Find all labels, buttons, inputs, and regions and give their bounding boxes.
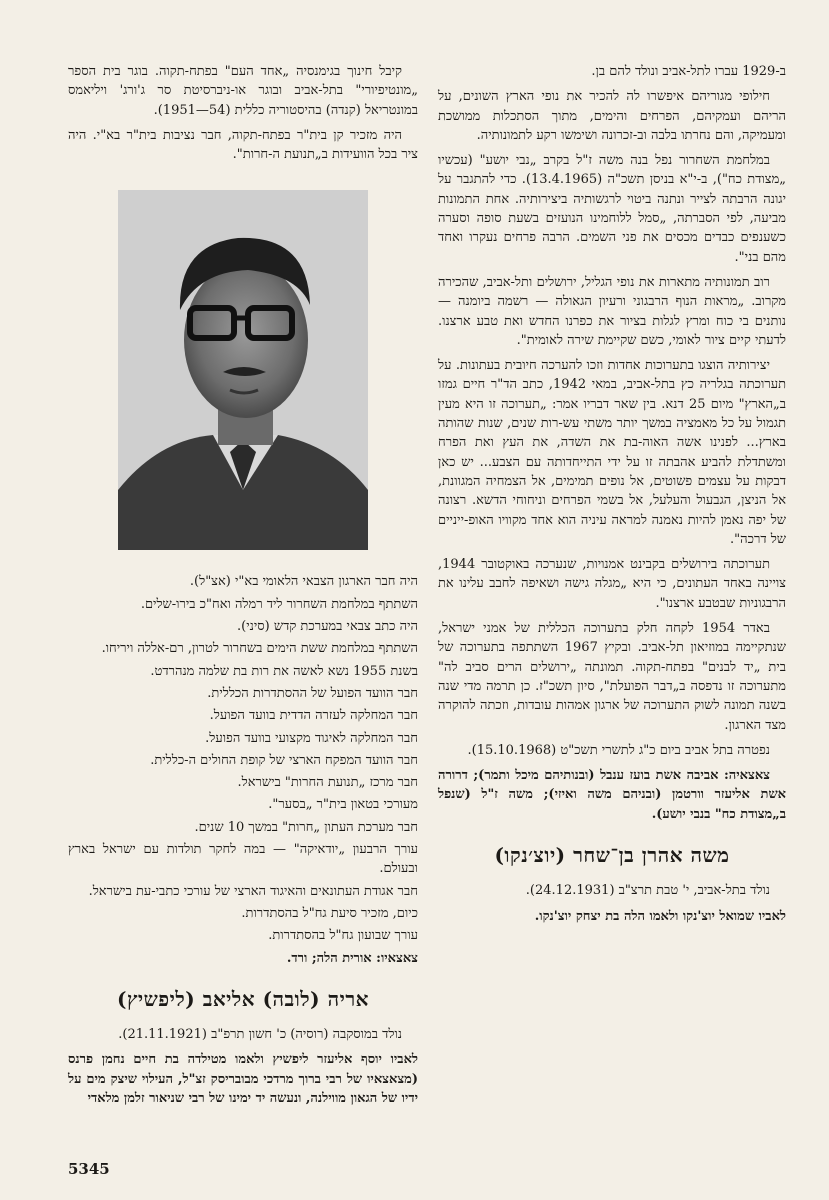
section-heading: אריה (לובה) אליאב (ליפשיץ) (117, 986, 369, 1011)
paragraph: לאביו יוסף אליעזר ליפשיץ ולאמו מטילדה בת חיים נחמן פרנס (מצאצאיו של רבי ברוך מרדכי מבובריסק זצ"ל, העילוי שיצק מים על ידיו של הגאון מווילנה, ונעשה יד ימינו של רבי שניאור זלמן מלאדי (68, 1052, 418, 1107)
section-heading: משה אהרן בן־שחר (יוצ׳נקו) (494, 842, 730, 867)
list-item: חבר המחלקה לעזרה הדדית בוועד הפועל. (209, 708, 418, 724)
paragraph: תערוכתה בירושלים בקבינט אמנויות, שנערכה באוקטובר 1944, צויינה באחד העתונים, כי היא „מגלה גישה ושאיפה לחבב עלינו את הרבגוניות שבטבע ארצנו". (438, 557, 786, 611)
descendants-paragraph: צאצאיה: אביבה אשת בועז ענבל (ובנותיהם מיכל ותמר); דרורה אשת אליעזר וורטמן (ובניהם משה ואיזי); משה ז"ל (שנפל ב„מצודת כח" בנבי יושע). (438, 768, 786, 822)
portrait-photo (118, 190, 368, 550)
list-item: מעורכי בטאון בית"ר „בסער". (268, 797, 418, 813)
paragraph: רוב תמונותיה מתארות את נופי הגליל, ירושלים ותל-אביב, שהכירה מקרוב. „מראות הנוף הרבגוני ורעיון הגאולה — רשמה ביומנה — נותנים בי כוח ומרץ לגלות בציור את כפרנו החדש ואת טבע ארצנו. לדעתי קיים ציור לאומי, כשם שקיימת שירה לאומית". (438, 274, 786, 348)
biography-list (68, 572, 418, 967)
list-item: בשנת 1955 נשא לאשה את רות בת שלמה מנהרדט. (150, 663, 418, 679)
list-item: עורך שבועון גח"ל בהסתדרות. (268, 928, 418, 944)
list-item: חבר מערכת העתון „חרות" במשך 10 שנים. (194, 819, 418, 835)
list-item: צאצאיו: אורית הלה; ורד. (286, 950, 418, 966)
paragraph: חילופי מגוריהם איפשרו לה להכיר את נופי הארץ השונים, על הריהם ועמקיהם, הפרחים והימים, מתוך הסתכלות ממושכת ומעמיקה, והם נחרתו בלבה וב-זכרונה ושימשו רקע לתמונותיה. (438, 89, 786, 143)
list-item: השתתף במלחמת השחרור ליד רמלה ואח"כ בירו-שלים. (140, 596, 418, 612)
list-item: עורך הרבעון „יודאיקה" — במה לחקר תולדות עם ישראל בארץ ובעולם. (68, 842, 418, 877)
portrait-image (118, 190, 368, 550)
list-item: כיום, מזכיר סיעת גח"ל בהסתדרות. (241, 905, 418, 921)
list-item: חבר אגודת העתונאים והאיגוד הארצי של עורכי כתבי-עת בישראל. (88, 883, 418, 899)
list-item: חבר מרכז „תנועת החרות" בישראל. (237, 775, 418, 791)
right-column (438, 62, 786, 932)
paragraph: באדר 1954 לקחה חלק בתערוכה הכללית של אמני ישראל, שנתקיימה במוזיאון תל-אביב. ובקיץ 1967 השתתפה בתערוכה של בית „יד לבנים" בפתח-תקוה. תמונתה „ירושלים הרים סביב לה" מתערוכה זו נדפסה ב„דבר הפועלת", סיון תשכ"ז. כן תרמה מדי שנה בשנה תמונה לשוק התערוכה של ארגון אמהות עובדות, וזכתה להוקרה מצד הארגון. (438, 621, 786, 733)
list-item: חבר המחלקה לאיגוד מקצועי בוועד הפועל. (205, 730, 418, 746)
left-column (68, 62, 418, 1114)
page-number: 5345 (68, 1160, 110, 1178)
list-item: היה חבר הארגון הצבאי הלאומי בא"י (אצ"ל). (189, 574, 418, 590)
paragraph: נולד במוסקבה (רוסיה) כ' חשון תרפ"ב (21.11.1921). (118, 1027, 402, 1043)
list-item: חבר הוועד המפקח הארצי של קופת החולים ה-כללית. (150, 752, 418, 768)
paragraph: קיבל חינוך בגימנסיה „אחד העם" בפתח-תקוה. בוגר בית הספר „מונטיפיורי" בתל-אביב ובוגר או-ניברסיטת סר ג'ורג' ויליאמס במונטריאל (קנדה) בהיסטוריה כללית (54—1951). (68, 64, 418, 118)
paragraph: נולד בתל-אביב, י' טבת תרצ"ב (24.12.1931). (525, 883, 770, 899)
list-item: השתתף במלחמת ששת הימים בשחרור לטרון, רם-אללה ויריחו. (101, 641, 418, 657)
list-item: חבר הוועד הפועל של ההסתדרות הכללית. (207, 685, 418, 701)
paragraph: ב-1929 עברו לתל-אביב ונולד להם בן. (591, 64, 786, 79)
list-item: היה כתב צבאי במערכת קדש (סיני). (237, 619, 418, 635)
paragraph: נפטרה בתל אביב ביום כ"ג לתשרי תשכ"ט (15.10.1968). (467, 742, 770, 758)
paragraph: היה מזכיר קן בית"ר בפתח-תקוה, חבר נציבות בית"ר בא"י. היה ציר בכל הוועידות ב„תנועת ה-חרות". (68, 127, 418, 163)
paragraph: במלחמת השחרור נפל בנה משה ז"ל בקרב „נבי יושע" (עכשיו „מצודת כח"), ב-י"א בניסן תשכ"ה (13.4.1965). כדי להתגבר על יגונה הרבתה לצייר ונתנה ביטוי לרגשותיה ביצירותיה. אחת התמונות מביעה, לפי הסברתה, „סמל ללוחמינו הנועזים בשעת סופה וסערה כשענפים כבדים מכסים את פני השמים. הרבה פרחים נעקרו ואחד מהם בני". (438, 153, 787, 265)
paragraph: יצירותיה הוצגו בתערוכות אחדות וזכו להערכה חיובית בעתונות. על תערוכתה בגלריה כץ בתל-אביב, במאי 1942, כתב הד"ר חיים גמזו ב„הארץ" מיום 25 דנא. בין שאר דבריו אמר: „תערוכה זו היא מעין תגמול על כל מאמציה במשך יותר משתי עש-רות שנים, שנות שהותה בארץ... לפנינו אשה האוה-בת את השדה, את העץ ואת הפרח ומשתדלת להביע אהבתה זו על ידי התייחדותה עם הצבע... יש כאן דבקות על עצמים פשוטים, אל נופים תמימים, אל הצמחיה המגוונת, אל הניצן, הגבעול והעלעל, אל בשמי הפרחים וניחוחי הדשא. רצונה של יפה נאמן להיות נאמנה למראה עיניה הוא אחד מקוויו האופ-ייניים של דרכה". (438, 358, 786, 547)
paragraph: לאביו שמואל יוצ'נקו ולאמו הלה בת יצחק יוצ'נקו. (534, 908, 786, 924)
